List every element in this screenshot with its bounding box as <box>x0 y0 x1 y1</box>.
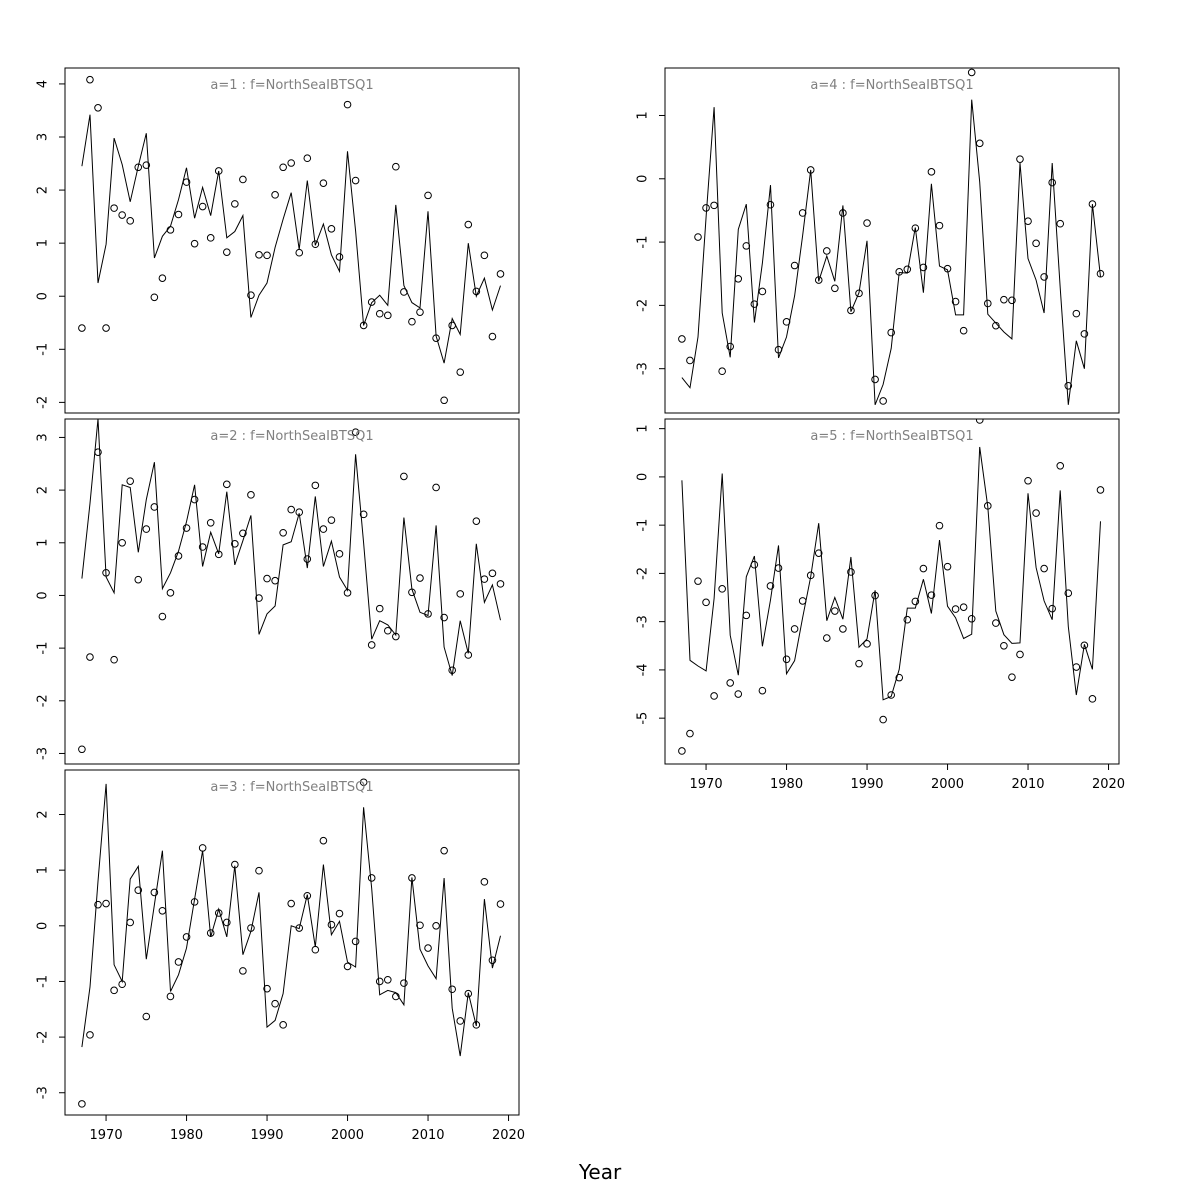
observed-point <box>1049 179 1056 186</box>
observed-point <box>936 222 943 229</box>
observed-point <box>248 292 255 299</box>
y-tick-label: 4 <box>35 79 51 89</box>
observed-point <box>936 522 943 529</box>
observed-point <box>1009 297 1016 304</box>
observed-point <box>417 309 424 316</box>
observed-point <box>232 201 239 208</box>
y-tick-label: -1 <box>635 235 651 249</box>
observed-point <box>968 69 975 76</box>
observed-point <box>1057 220 1064 227</box>
observed-point <box>481 252 488 259</box>
observed-point <box>151 294 158 301</box>
observed-point <box>457 369 464 376</box>
x-tick-label: 2000 <box>930 777 965 792</box>
observed-point <box>288 160 295 167</box>
observed-point <box>280 529 287 536</box>
observed-point <box>888 329 895 336</box>
observed-point <box>960 604 967 611</box>
observed-point <box>248 492 255 499</box>
observed-point <box>791 626 798 633</box>
y-tick-label: -3 <box>635 615 651 629</box>
y-tick-label: 2 <box>35 810 51 819</box>
observed-point <box>183 934 190 941</box>
observed-point <box>352 177 359 184</box>
observed-point <box>409 318 416 325</box>
y-tick-label: 2 <box>35 485 51 495</box>
observed-point <box>457 591 464 598</box>
panel-frame <box>65 419 519 764</box>
y-tick-label: -5 <box>635 711 651 725</box>
observed-point <box>976 140 983 147</box>
fitted-line <box>682 447 1101 700</box>
observed-point <box>167 993 174 1000</box>
observed-point <box>272 577 279 584</box>
observed-point <box>1073 310 1080 317</box>
observed-point <box>993 620 1000 627</box>
observed-point <box>703 599 710 606</box>
observed-point <box>336 551 343 558</box>
observed-point <box>320 526 327 533</box>
observed-point <box>344 963 351 970</box>
y-tick-label: -1 <box>35 342 51 356</box>
observed-point <box>441 847 448 854</box>
fitted-line <box>82 115 501 363</box>
x-tick-label: 2000 <box>330 1128 365 1143</box>
observed-point <box>775 565 782 572</box>
y-tick-label: -3 <box>35 1086 51 1100</box>
observed-point <box>320 180 327 187</box>
panel-frame <box>665 419 1119 764</box>
observed-point <box>417 575 424 582</box>
panel-title: a=5 : f=NorthSeaIBTSQ1 <box>810 429 974 444</box>
observed-point <box>288 900 295 907</box>
observed-point <box>799 598 806 605</box>
y-tick-label: -2 <box>635 566 651 580</box>
x-tick-label: 1980 <box>770 777 804 792</box>
y-tick-label: 3 <box>35 433 51 442</box>
observed-point <box>191 240 198 247</box>
panel-frame <box>665 68 1119 413</box>
observed-point <box>473 518 480 525</box>
observed-point <box>441 397 448 404</box>
observed-point <box>111 656 118 663</box>
observed-point <box>465 221 472 228</box>
observed-point <box>687 730 694 737</box>
observed-point <box>791 262 798 269</box>
observed-point <box>312 482 319 489</box>
observed-point <box>159 275 166 282</box>
observed-point <box>695 578 702 585</box>
observed-point <box>1025 477 1032 484</box>
observed-point <box>872 376 879 383</box>
observed-point <box>376 978 383 985</box>
x-tick-label: 1980 <box>170 1128 204 1143</box>
observed-point <box>328 226 335 233</box>
observed-point <box>1001 296 1008 303</box>
observed-point <box>127 919 134 926</box>
observed-point <box>1089 696 1096 703</box>
panel-frame <box>65 770 519 1115</box>
panel-data <box>79 779 504 1107</box>
observed-point <box>1041 565 1048 572</box>
observed-point <box>864 220 871 227</box>
observed-point <box>223 919 230 926</box>
observed-point <box>711 202 718 209</box>
y-tick-label: -1 <box>35 641 51 655</box>
observed-point <box>376 605 383 612</box>
observed-point <box>159 613 166 620</box>
observed-point <box>944 563 951 570</box>
observed-point <box>751 561 758 568</box>
observed-point <box>320 837 327 844</box>
observed-point <box>481 576 488 583</box>
observed-point <box>449 322 456 329</box>
x-tick-label: 1990 <box>850 777 884 792</box>
observed-point <box>679 336 686 343</box>
panel-title: a=3 : f=NorthSeaIBTSQ1 <box>210 780 374 795</box>
observed-point <box>832 285 839 292</box>
observed-point <box>87 1032 94 1039</box>
observed-point <box>304 155 311 162</box>
panel-data <box>79 419 504 753</box>
observed-point <box>95 901 102 908</box>
observed-point <box>336 910 343 917</box>
observed-point <box>832 608 839 615</box>
y-tick-label: 3 <box>35 132 51 142</box>
observed-point <box>1033 510 1040 517</box>
y-tick-label: -3 <box>635 362 651 376</box>
observed-point <box>1009 674 1016 681</box>
x-tick-label: 2020 <box>1091 777 1126 792</box>
observed-point <box>425 192 432 199</box>
observed-point <box>384 627 391 634</box>
observed-point <box>489 333 496 340</box>
observed-point <box>984 300 991 307</box>
panel-data <box>679 69 1104 405</box>
observed-point <box>1001 642 1008 649</box>
observed-point <box>368 875 375 882</box>
observed-point <box>759 288 766 295</box>
observed-point <box>759 687 766 694</box>
observed-point <box>79 325 86 332</box>
y-tick-label: -1 <box>35 974 51 988</box>
observed-point <box>401 980 408 987</box>
observed-point <box>256 867 263 874</box>
observed-point <box>1073 664 1080 671</box>
observed-point <box>175 211 182 218</box>
y-tick-label: -1 <box>635 518 651 532</box>
panel-3 <box>36 770 526 1143</box>
observed-point <box>304 556 311 563</box>
observed-point <box>272 1000 279 1007</box>
observed-point <box>928 169 935 176</box>
observed-point <box>280 1022 287 1029</box>
panel-frame <box>65 68 519 413</box>
observed-point <box>368 642 375 649</box>
panel-2 <box>36 419 520 764</box>
observed-point <box>223 481 230 488</box>
observed-point <box>1017 156 1024 163</box>
observed-point <box>199 203 206 210</box>
observed-point <box>143 1013 150 1020</box>
observed-point <box>976 417 983 424</box>
observed-point <box>457 1018 464 1025</box>
observed-point <box>376 310 383 317</box>
observed-point <box>159 907 166 914</box>
x-tick-label: 1970 <box>89 1128 123 1143</box>
observed-point <box>497 901 504 908</box>
observed-point <box>384 312 391 319</box>
panel-5 <box>636 417 1126 792</box>
observed-point <box>296 249 303 256</box>
observed-point <box>687 357 694 364</box>
y-tick-label: 0 <box>35 292 51 301</box>
y-tick-label: -3 <box>35 746 51 760</box>
x-tick-label: 2010 <box>1011 777 1045 792</box>
observed-point <box>727 680 734 687</box>
observed-point <box>1097 487 1104 494</box>
observed-point <box>87 76 94 83</box>
observed-point <box>175 553 182 560</box>
observed-point <box>497 581 504 588</box>
x-tick-label: 2020 <box>491 1128 526 1143</box>
observed-point <box>127 218 134 225</box>
observed-point <box>288 506 295 513</box>
observed-point <box>783 656 790 663</box>
y-tick-label: 2 <box>35 185 51 195</box>
y-tick-label: 0 <box>35 921 51 930</box>
observed-point <box>864 641 871 648</box>
observed-point <box>880 398 887 405</box>
observed-point <box>952 606 959 613</box>
observed-point <box>1081 331 1088 338</box>
x-tick-label: 1970 <box>689 777 723 792</box>
observed-point <box>823 635 830 642</box>
observed-point <box>143 526 150 533</box>
observed-point <box>264 252 271 259</box>
observed-point <box>103 325 110 332</box>
observed-point <box>695 234 702 241</box>
observed-point <box>1017 651 1024 658</box>
observed-point <box>336 254 343 261</box>
observed-point <box>497 271 504 278</box>
observed-point <box>1025 218 1032 225</box>
observed-point <box>384 976 391 983</box>
y-tick-label: -2 <box>35 694 51 708</box>
panel-1 <box>36 68 520 413</box>
y-tick-label: 0 <box>635 174 651 183</box>
observed-point <box>103 900 110 907</box>
y-tick-label: 1 <box>635 424 651 433</box>
observed-point <box>856 660 863 667</box>
observed-point <box>433 484 440 491</box>
observed-point <box>79 746 86 753</box>
observed-point <box>312 946 319 953</box>
observed-point <box>119 212 126 219</box>
y-tick-label: 1 <box>35 538 51 547</box>
observed-point <box>743 612 750 619</box>
observed-point <box>401 289 408 296</box>
observed-point <box>272 192 279 199</box>
y-tick-label: -2 <box>35 1030 51 1044</box>
observed-point <box>823 248 830 255</box>
observed-point <box>449 986 456 993</box>
x-tick-label: 2010 <box>411 1128 445 1143</box>
fitted-line <box>82 419 501 676</box>
observed-point <box>1033 240 1040 247</box>
observed-point <box>425 945 432 952</box>
observed-point <box>481 879 488 886</box>
observed-point <box>711 693 718 700</box>
observed-point <box>1049 605 1056 612</box>
y-tick-label: -2 <box>35 395 51 409</box>
observed-point <box>679 748 686 755</box>
y-tick-label: -2 <box>635 298 651 312</box>
observed-point <box>840 626 847 633</box>
y-tick-label: -4 <box>635 663 651 677</box>
observed-point <box>207 519 214 526</box>
observed-point <box>1057 463 1064 470</box>
observed-point <box>352 938 359 945</box>
observed-point <box>393 163 400 170</box>
observed-point <box>223 249 230 256</box>
y-tick-label: 1 <box>635 111 651 120</box>
y-tick-label: 1 <box>35 866 51 875</box>
x-tick-label: 1990 <box>250 1128 284 1143</box>
fitted-line <box>82 784 501 1056</box>
x-axis-label: Year <box>578 1160 622 1184</box>
observed-point <box>135 576 142 583</box>
observed-point <box>920 565 927 572</box>
observed-point <box>151 504 158 511</box>
y-tick-label: 0 <box>35 591 51 600</box>
observed-point <box>743 243 750 250</box>
observed-point <box>111 205 118 212</box>
observed-point <box>175 959 182 966</box>
observed-point <box>719 368 726 375</box>
fitted-line <box>682 100 1101 405</box>
observed-point <box>119 539 126 546</box>
observed-point <box>328 517 335 524</box>
panel-title: a=2 : f=NorthSeaIBTSQ1 <box>210 429 374 444</box>
observed-point <box>240 176 247 183</box>
observed-point <box>207 235 214 242</box>
observed-point <box>968 615 975 622</box>
observed-point <box>264 575 271 582</box>
observed-point <box>344 101 351 108</box>
observed-point <box>199 845 206 852</box>
y-tick-label: 0 <box>635 472 651 482</box>
observed-point <box>256 252 263 259</box>
observed-point <box>191 496 198 503</box>
observed-point <box>719 586 726 593</box>
observed-point <box>328 921 335 928</box>
observed-point <box>240 968 247 975</box>
y-tick-label: 1 <box>35 239 51 248</box>
observed-point <box>735 691 742 698</box>
panel-title: a=4 : f=NorthSeaIBTSQ1 <box>810 78 974 93</box>
panel-data <box>79 76 504 403</box>
panel-data <box>679 417 1104 755</box>
observed-point <box>401 473 408 480</box>
observed-point <box>735 275 742 282</box>
observed-point <box>79 1101 86 1108</box>
observed-point <box>127 478 134 485</box>
observed-point <box>280 164 287 171</box>
observed-point <box>95 105 102 112</box>
observed-point <box>87 654 94 661</box>
observed-point <box>167 590 174 597</box>
panel-4 <box>636 68 1120 413</box>
observed-point <box>880 716 887 723</box>
observed-point <box>183 525 190 532</box>
observed-point <box>783 319 790 326</box>
observed-point <box>111 987 118 994</box>
panel-title: a=1 : f=NorthSeaIBTSQ1 <box>210 78 374 93</box>
observed-point <box>95 449 102 456</box>
observed-point <box>489 570 496 577</box>
observed-point <box>904 616 911 623</box>
panel-group <box>36 68 1126 1143</box>
observed-point <box>433 923 440 930</box>
observed-point <box>960 327 967 334</box>
observed-point <box>703 205 710 212</box>
